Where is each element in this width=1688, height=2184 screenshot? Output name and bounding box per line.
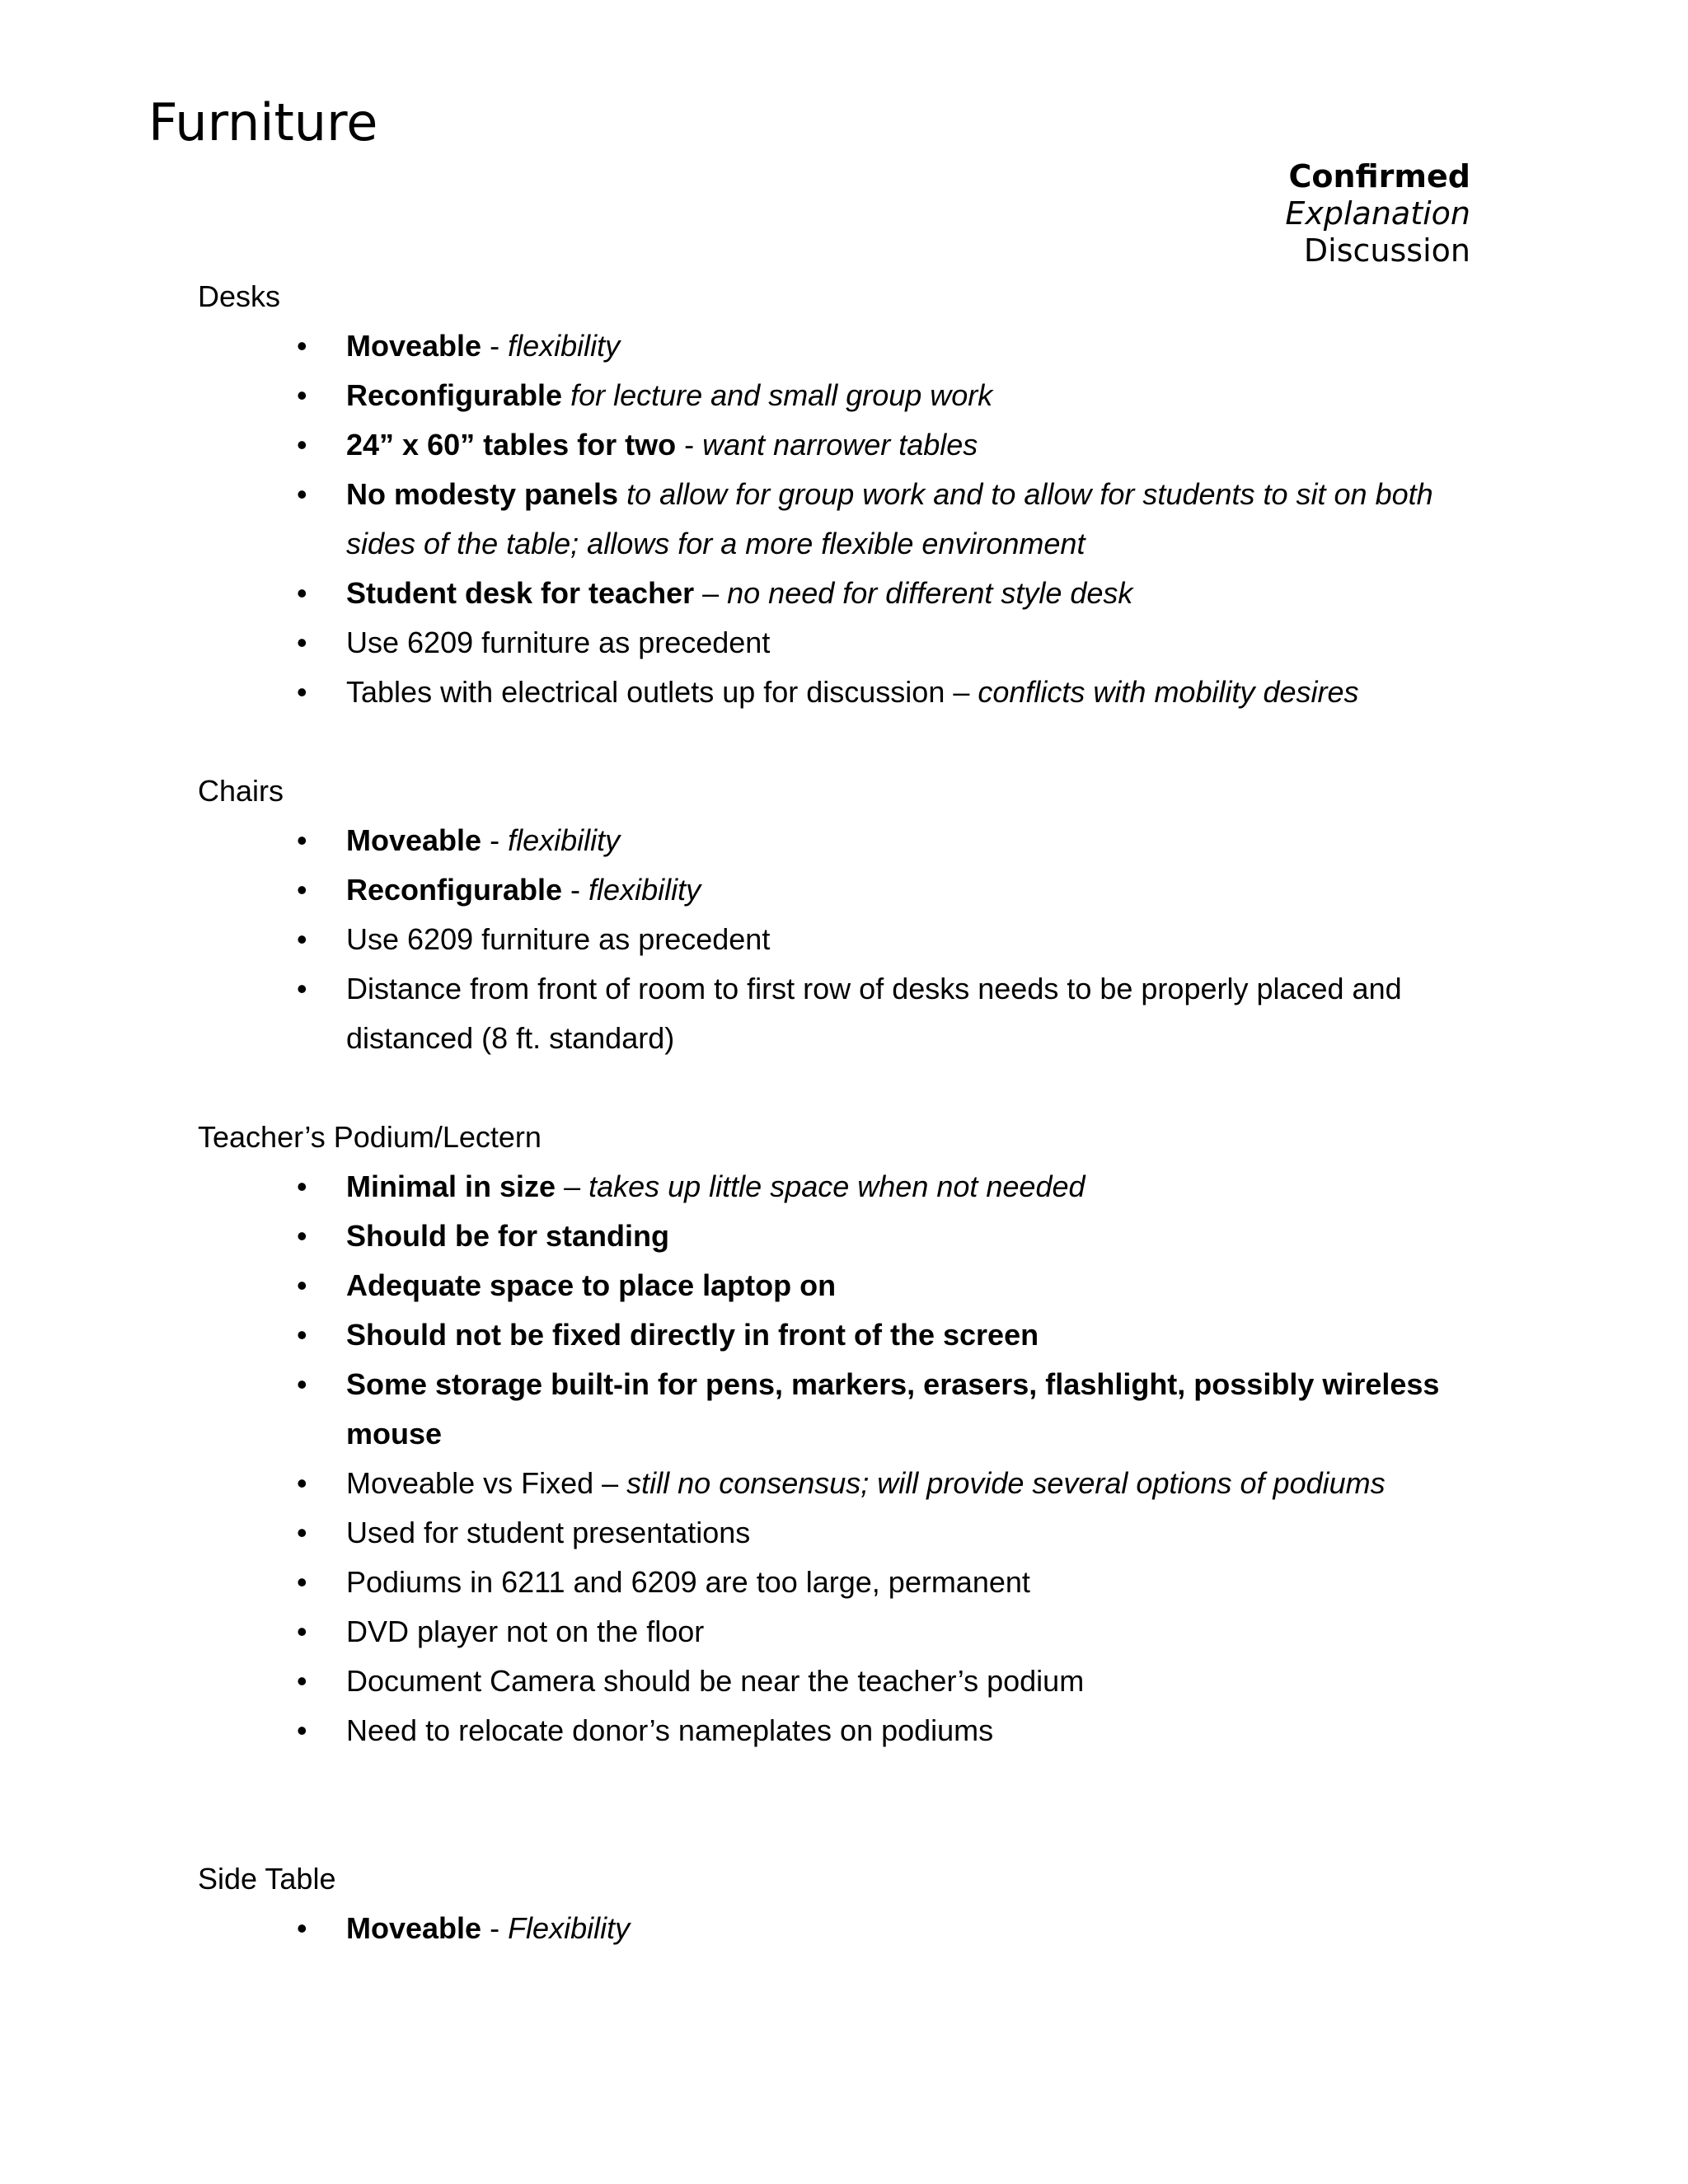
list-item <box>198 569 1484 618</box>
list-item <box>198 1558 1484 1607</box>
list-item <box>198 321 1484 371</box>
item-separator: – <box>556 1169 589 1203</box>
item-discussion-text: DVD player not on the floor <box>346 1615 705 1648</box>
bullet-icon: • <box>297 1318 307 1352</box>
item-explanation-text: conflicts with mobility desires <box>978 675 1359 709</box>
list-item <box>198 1459 1484 1508</box>
section-heading: Side Table <box>198 1862 336 1896</box>
item-explanation-text: for lecture and small group work <box>570 378 993 412</box>
legend-confirmed: Confirmed <box>1288 158 1470 194</box>
section-podium <box>198 1113 1484 1755</box>
legend-explanation: Explanation <box>1285 195 1470 232</box>
list-item <box>198 668 1484 717</box>
item-list <box>198 816 1484 1063</box>
item-discussion-text: Distance from front of room to first row of desks needs to be properly placed and distanced (8 ft. standard) <box>346 972 1402 1055</box>
section-heading: Chairs <box>198 774 284 808</box>
section-heading: Teacher’s Podium/Lectern <box>198 1120 542 1154</box>
bullet-icon: • <box>297 1466 307 1500</box>
section-heading: Desks <box>198 279 281 313</box>
item-separator: - <box>676 428 703 462</box>
bullet-icon: • <box>297 873 307 907</box>
item-list <box>198 321 1484 717</box>
item-explanation-text: takes up little space when not needed <box>588 1169 1085 1203</box>
bullet-icon: • <box>297 1713 307 1747</box>
item-separator <box>618 477 626 511</box>
item-discussion-text: Used for student presentations <box>346 1516 751 1549</box>
item-confirmed-text: Some storage built-in for pens, markers, erasers, flashlight, possibly wireless mouse <box>346 1367 1440 1451</box>
list-item <box>198 1360 1484 1459</box>
list-item <box>198 1657 1484 1706</box>
item-separator: - <box>481 329 509 363</box>
item-separator: - <box>481 823 509 857</box>
item-separator: - <box>481 1911 509 1945</box>
item-confirmed-text: Reconfigurable <box>346 873 563 907</box>
item-explanation-text: no need for different style desk <box>727 576 1133 610</box>
item-separator <box>562 378 570 412</box>
list-item <box>198 371 1484 420</box>
list-item <box>198 915 1484 964</box>
list-item <box>198 420 1484 470</box>
bullet-icon: • <box>297 428 307 462</box>
list-item <box>198 1162 1484 1212</box>
item-confirmed-text: Adequate space to place laptop on <box>346 1268 837 1302</box>
list-item <box>198 964 1484 1063</box>
item-confirmed-text: Reconfigurable <box>346 378 563 412</box>
item-confirmed-text: No modesty panels <box>346 477 619 511</box>
list-item <box>198 1607 1484 1657</box>
bullet-icon: • <box>297 626 307 659</box>
item-discussion-text: Document Camera should be near the teacher’s podium <box>346 1664 1085 1698</box>
item-explanation-text: flexibility <box>588 873 701 907</box>
bullet-icon: • <box>297 1615 307 1648</box>
bullet-icon: • <box>297 576 307 610</box>
item-explanation-text: want narrower tables <box>702 428 978 462</box>
item-explanation-text: flexibility <box>508 823 621 857</box>
list-item <box>198 1508 1484 1558</box>
item-confirmed-text: Moveable <box>346 329 482 363</box>
bullet-icon: • <box>297 1219 307 1253</box>
item-confirmed-text: Should be for standing <box>346 1219 669 1253</box>
bullet-icon: • <box>297 477 307 511</box>
bullet-icon: • <box>297 1565 307 1599</box>
bullet-icon: • <box>297 329 307 363</box>
section-chairs <box>198 766 1484 1063</box>
bullet-icon: • <box>297 675 307 709</box>
item-confirmed-text: Moveable <box>346 1911 482 1945</box>
list-item <box>198 1904 1484 1953</box>
item-discussion-text: Use 6209 furniture as precedent <box>346 626 771 659</box>
item-discussion-text: Need to relocate donor’s nameplates on podiums <box>346 1713 994 1747</box>
item-discussion-text: Podiums in 6211 and 6209 are too large, permanent <box>346 1565 1030 1599</box>
list-item <box>198 1212 1484 1261</box>
page-title: Furniture <box>148 92 378 152</box>
list-item <box>198 1310 1484 1360</box>
bullet-icon: • <box>297 378 307 412</box>
bullet-icon: • <box>297 1169 307 1203</box>
bullet-icon: • <box>297 1367 307 1401</box>
item-explanation-text: Flexibility <box>508 1911 631 1945</box>
item-separator: - <box>562 873 589 907</box>
list-item <box>198 1706 1484 1755</box>
item-discussion-text: Moveable vs Fixed – <box>346 1466 627 1500</box>
item-separator: – <box>694 576 728 610</box>
item-explanation-text: still no consensus; will provide several options of podiums <box>626 1466 1386 1500</box>
list-item <box>198 816 1484 865</box>
list-item <box>198 1261 1484 1310</box>
item-discussion-text: Use 6209 furniture as precedent <box>346 922 771 956</box>
list-item <box>198 865 1484 915</box>
bullet-icon: • <box>297 972 307 1005</box>
item-list <box>198 1904 1484 1953</box>
item-confirmed-text: Moveable <box>346 823 482 857</box>
bullet-icon: • <box>297 922 307 956</box>
item-list <box>198 1162 1484 1755</box>
bullet-icon: • <box>297 823 307 857</box>
legend-discussion: Discussion <box>1303 232 1470 269</box>
bullet-icon: • <box>297 1911 307 1945</box>
bullet-icon: • <box>297 1268 307 1302</box>
style-legend <box>1285 158 1470 269</box>
item-confirmed-text: Should not be fixed directly in front of the screen <box>346 1318 1039 1352</box>
item-confirmed-text: 24” x 60” tables for two <box>346 428 677 462</box>
document-body <box>198 272 1484 1953</box>
section-side-table <box>198 1854 1484 1953</box>
item-explanation-text: flexibility <box>508 329 621 363</box>
item-confirmed-text: Minimal in size <box>346 1169 556 1203</box>
bullet-icon: • <box>297 1664 307 1698</box>
bullet-icon: • <box>297 1516 307 1549</box>
list-item <box>198 470 1484 569</box>
list-item <box>198 618 1484 668</box>
item-explanation-text: to allow for group work and to allow for students to sit on both sides of the table; allows for a more flexible environment <box>346 477 1433 560</box>
item-confirmed-text: Student desk for teacher <box>346 576 695 610</box>
section-desks <box>198 272 1484 717</box>
item-discussion-text: Tables with electrical outlets up for discussion – <box>346 675 978 709</box>
